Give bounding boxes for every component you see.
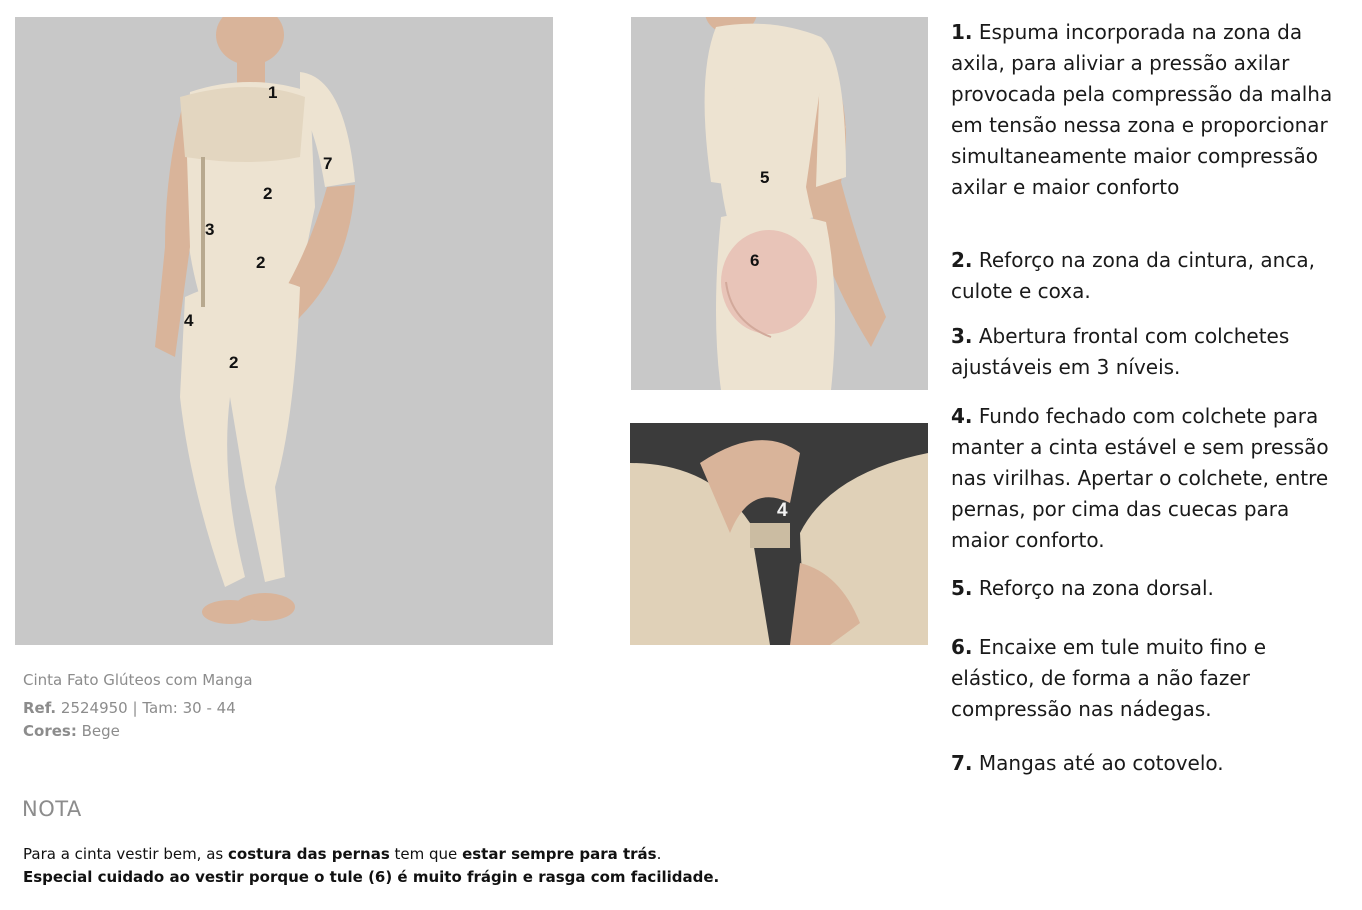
feature-number: 2.: [951, 248, 973, 272]
feature-number: 5.: [951, 576, 973, 600]
product-colors: [23, 720, 523, 743]
feature-text: Encaixe em tule muito fino e elástico, de forma a não fazer compressão nas nádegas.: [951, 635, 1267, 721]
product-name: Cinta Fato Glúteos com Manga: [23, 671, 253, 689]
marker-2-thigh: 2: [229, 353, 239, 372]
product-info: [23, 669, 523, 743]
feature-number: 3.: [951, 324, 973, 348]
feature-item-4: [951, 401, 1351, 556]
feature-text: Mangas até ao cotovelo.: [978, 751, 1224, 775]
feature-item-3: [951, 321, 1351, 383]
nota-line-1: [23, 843, 923, 866]
feature-number: 6.: [951, 635, 973, 659]
nota-warning: Especial cuidado ao vestir porque o tule (6) é muito frágin e rasga com facilidade.: [23, 868, 720, 886]
marker-2-waist: 2: [263, 184, 273, 203]
nota-emphasis: estar sempre para trás: [462, 845, 657, 863]
back-figure-illustration: [631, 17, 928, 390]
colors-label: Cores:: [23, 722, 77, 740]
product-photo-back: [631, 17, 928, 390]
marker-6: 6: [750, 251, 760, 270]
feature-text: Espuma incorporada na zona da axila, para aliviar a pressão axilar provocada pela compressão da malha em tensão nessa zona e proporcionar simultaneamente maior compressão axilar e maior conforto: [951, 20, 1333, 199]
feature-number: 4.: [951, 404, 973, 428]
marker-3: 3: [205, 220, 215, 239]
colors-value: Bege: [81, 722, 120, 740]
product-photo-front: [15, 17, 553, 645]
ref-value: 2524950 | Tam: 30 - 44: [60, 699, 236, 717]
feature-number: 7.: [951, 751, 973, 775]
marker-4: 4: [184, 311, 194, 330]
front-figure-illustration: [15, 17, 553, 645]
nota-text: [23, 843, 923, 889]
feature-text: Fundo fechado com colchete para manter a cinta estável e sem pressão nas virilhas. Apertar o colchete, entre pernas, por cima das cuecas para maior conforto.: [951, 404, 1329, 552]
feature-item-7: [951, 748, 1351, 779]
detail-closure-illustration: [630, 423, 928, 645]
feature-item-2: [951, 245, 1351, 307]
feature-item-1: [951, 17, 1351, 203]
feature-text: Reforço na zona dorsal.: [978, 576, 1214, 600]
marker-5: 5: [760, 168, 770, 187]
feature-item-6: [951, 632, 1351, 725]
feature-number: 1.: [951, 20, 973, 44]
nota-line-2: [23, 866, 923, 889]
nota-emphasis: costura das pernas: [228, 845, 390, 863]
marker-1: 1: [268, 83, 278, 102]
marker-4-detail: 4: [777, 500, 788, 521]
feature-text: Abertura frontal com colchetes ajustáveis em 3 níveis.: [951, 324, 1290, 379]
product-photo-detail: [630, 423, 928, 645]
nota-title: NOTA: [22, 797, 82, 821]
ref-label: Ref.: [23, 699, 57, 717]
marker-2-hip: 2: [256, 253, 266, 272]
marker-7: 7: [323, 154, 333, 173]
nota-text-part: .: [656, 845, 662, 863]
nota-text-part: Para a cinta vestir bem, as: [23, 845, 228, 863]
feature-text: Reforço na zona da cintura, anca, culote e coxa.: [951, 248, 1315, 303]
feature-item-5: [951, 573, 1351, 604]
nota-text-part: tem que: [389, 845, 463, 863]
product-ref: [23, 697, 523, 720]
